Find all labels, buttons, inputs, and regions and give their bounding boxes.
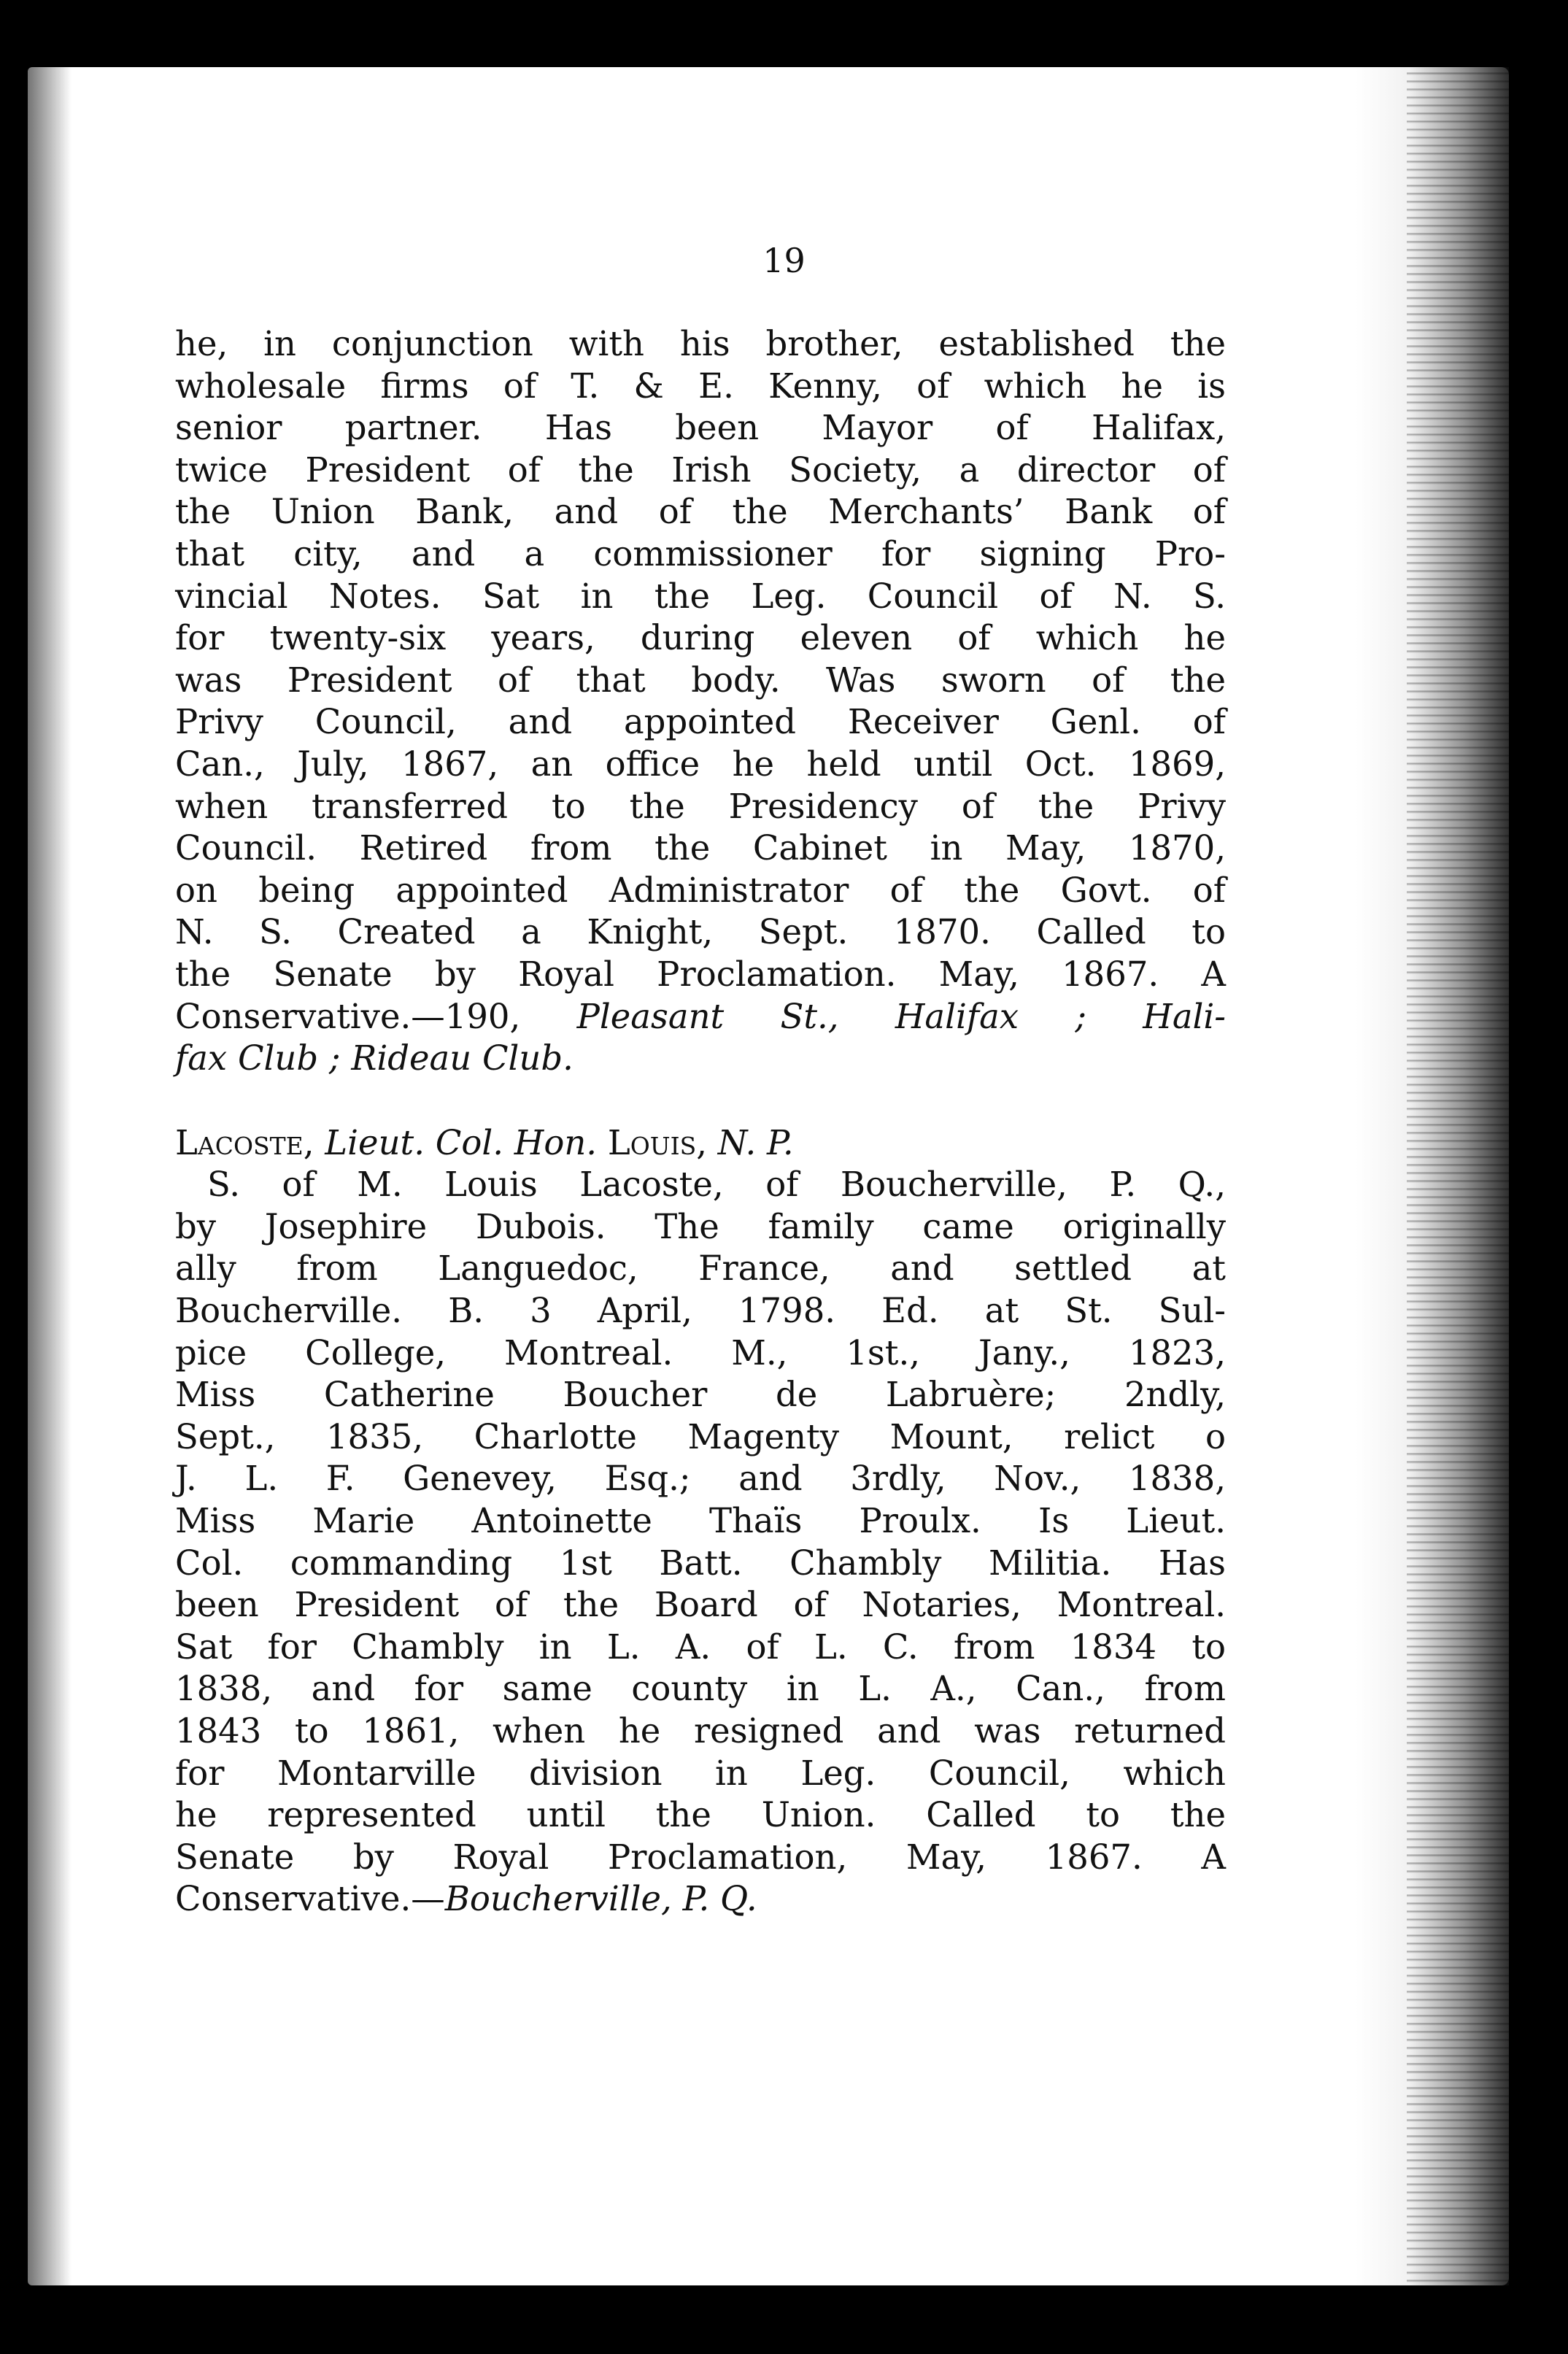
text-line: he represented until the Union. Called to the — [175, 1795, 1226, 1835]
text-line: ally from Languedoc, France, and settled at — [175, 1249, 1226, 1289]
text-line: he, in conjunction with his brother, established the — [175, 324, 1226, 363]
heading-suffix: N. P. — [717, 1122, 794, 1162]
heading-surname: Lacoste, — [175, 1122, 314, 1162]
text-line: Col. commanding 1st Batt. Chambly Militia. Has — [175, 1543, 1226, 1583]
text-line: by Josephire Dubois. The family came originally — [175, 1206, 1226, 1246]
text-line: the Senate by Royal Proclamation. May, 1867. A — [175, 954, 1226, 994]
text-line: the Union Bank, and of the Merchants’ Bank of — [175, 492, 1226, 532]
text-line: was President of that body. Was sworn of the — [175, 660, 1226, 700]
text-segment: Conservative.— — [175, 1879, 445, 1919]
text-line: senior partner. Has been Mayor of Halifax, — [175, 408, 1226, 448]
text-line-final — [175, 1878, 1226, 1921]
text-line: wholesale firms of T. & E. Kenny, of which he is — [175, 366, 1226, 406]
address-italic: fax Club ; Rideau Club. — [175, 1038, 573, 1078]
address-italic: Pleasant St., Halifax ; Hali- — [576, 996, 1226, 1036]
text-line: J. L. F. Genevey, Esq.; and 3rdly, Nov., 1838, — [175, 1459, 1226, 1499]
text-line: 1838, and for same county in L. A., Can., from — [175, 1669, 1226, 1709]
biography-text — [175, 323, 1226, 1921]
address-italic: Boucherville, P. Q. — [444, 1879, 757, 1919]
text-line-address-end — [175, 1038, 1226, 1080]
text-line: Boucherville. B. 3 April, 1798. Ed. at St. Sul- — [175, 1291, 1226, 1331]
page-number: 19 — [762, 241, 806, 280]
text-line: when transferred to the Presidency of the Privy — [175, 786, 1226, 826]
heading-titles: Lieut. Col. Hon. — [325, 1122, 598, 1162]
text-line: Senate by Royal Proclamation, May, 1867. A — [175, 1837, 1226, 1877]
entry-heading — [175, 1122, 1226, 1165]
text-segment: Conservative.—190, — [175, 996, 577, 1036]
text-line: S. of M. Louis Lacoste, of Boucherville, P. Q., — [207, 1165, 1226, 1205]
text-line: Sept., 1835, Charlotte Magenty Mount, relict o — [175, 1416, 1226, 1456]
entry-lacoste — [175, 1122, 1226, 1921]
text-line: for Montarville division in Leg. Council, which — [175, 1753, 1226, 1793]
heading-forename: Louis, — [607, 1122, 707, 1162]
entry-spacer — [175, 1080, 1226, 1122]
text-line: that city, and a commissioner for signing Pro- — [175, 533, 1226, 574]
text-line: pice College, Montreal. M., 1st., Jany., 1823, — [175, 1332, 1226, 1373]
text-line: been President of the Board of Notaries, Montreal. — [175, 1585, 1226, 1625]
text-line: Miss Marie Antoinette Thaïs Proulx. Is Lieut. — [175, 1501, 1226, 1541]
text-line: vincial Notes. Sat in the Leg. Council of N. S. — [175, 576, 1226, 616]
text-line: Privy Council, and appointed Receiver Genl. of — [175, 702, 1226, 742]
text-line: Council. Retired from the Cabinet in May, 1870, — [175, 828, 1226, 868]
text-line: for twenty-six years, during eleven of which he — [175, 618, 1226, 658]
entry-kenny-continuation — [175, 323, 1226, 1080]
text-line-address — [175, 996, 1226, 1038]
text-line: on being appointed Administrator of the Govt. of — [175, 870, 1226, 910]
text-line: twice President of the Irish Society, a director of — [175, 449, 1226, 490]
text-line: 1843 to 1861, when he resigned and was returned — [175, 1711, 1226, 1751]
text-line: Miss Catherine Boucher de Labruère; 2ndly, — [175, 1375, 1226, 1415]
text-line: N. S. Created a Knight, Sept. 1870. Called to — [175, 912, 1226, 952]
text-line: Sat for Chambly in L. A. of L. C. from 1834 to — [175, 1626, 1226, 1667]
text-line: Can., July, 1867, an office he held until Oct. 1869, — [175, 744, 1226, 784]
